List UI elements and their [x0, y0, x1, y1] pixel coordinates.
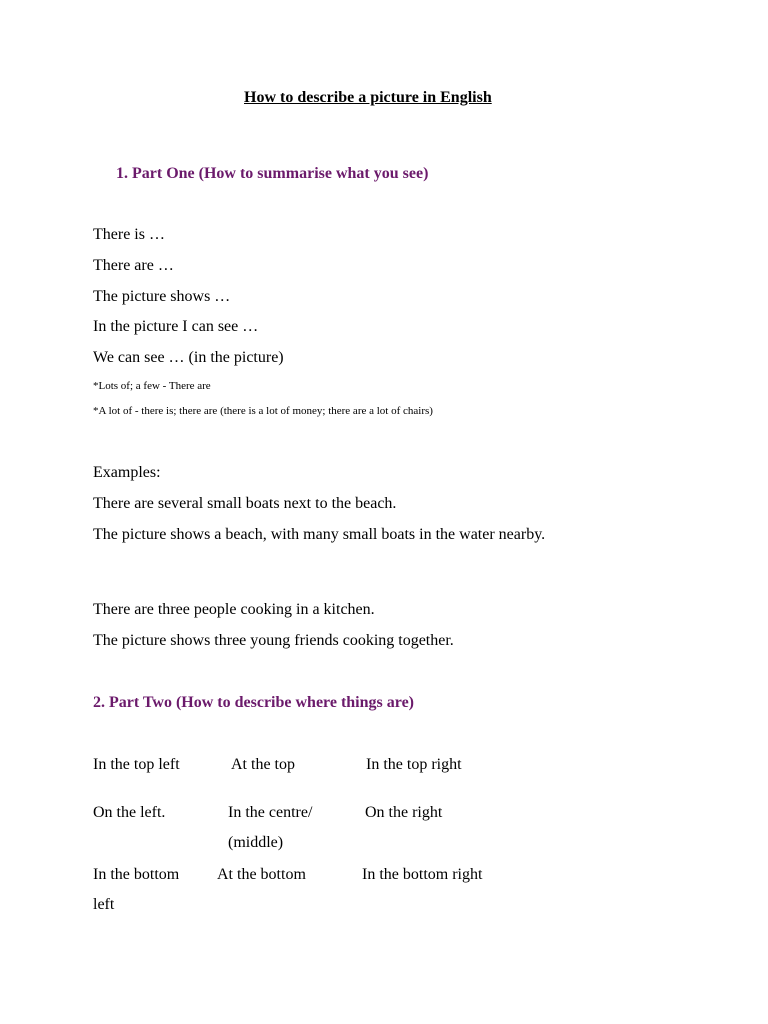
phrase: We can see … (in the picture) [93, 349, 284, 366]
phrase: The picture shows … [93, 288, 231, 305]
examples-label: Examples: [93, 464, 161, 481]
part-two-heading: 2. Part Two (How to describe where things are) [93, 694, 414, 711]
phrase: In the picture I can see … [93, 318, 259, 335]
phrase: There are … [93, 257, 174, 274]
position-phrase: At the bottom [217, 866, 306, 883]
example: The picture shows three young friends cooking together. [93, 632, 454, 649]
position-phrase: At the top [231, 756, 295, 773]
position-phrase: On the left. [93, 804, 166, 821]
position-phrase: left [93, 896, 115, 913]
position-phrase: (middle) [228, 834, 284, 851]
position-phrase: In the top left [93, 756, 180, 773]
example: The picture shows a beach, with many small boats in the water nearby. [93, 526, 546, 543]
part-one-heading: 1. Part One (How to summarise what you see) [116, 165, 429, 182]
example: There are several small boats next to the beach. [93, 495, 397, 512]
note: *Lots of; a few - There are [93, 380, 211, 392]
note: *A lot of - there is; there are (there is a lot of money; there are a lot of chairs) [93, 405, 433, 417]
position-phrase: In the top right [366, 756, 462, 773]
document-title: How to describe a picture in English [244, 89, 492, 106]
position-phrase: In the bottom [93, 866, 180, 883]
position-phrase: In the centre/ [228, 804, 313, 821]
example: There are three people cooking in a kitchen. [93, 601, 375, 618]
phrase: There is … [93, 226, 165, 243]
position-phrase: In the bottom right [362, 866, 483, 883]
position-phrase: On the right [365, 804, 443, 821]
